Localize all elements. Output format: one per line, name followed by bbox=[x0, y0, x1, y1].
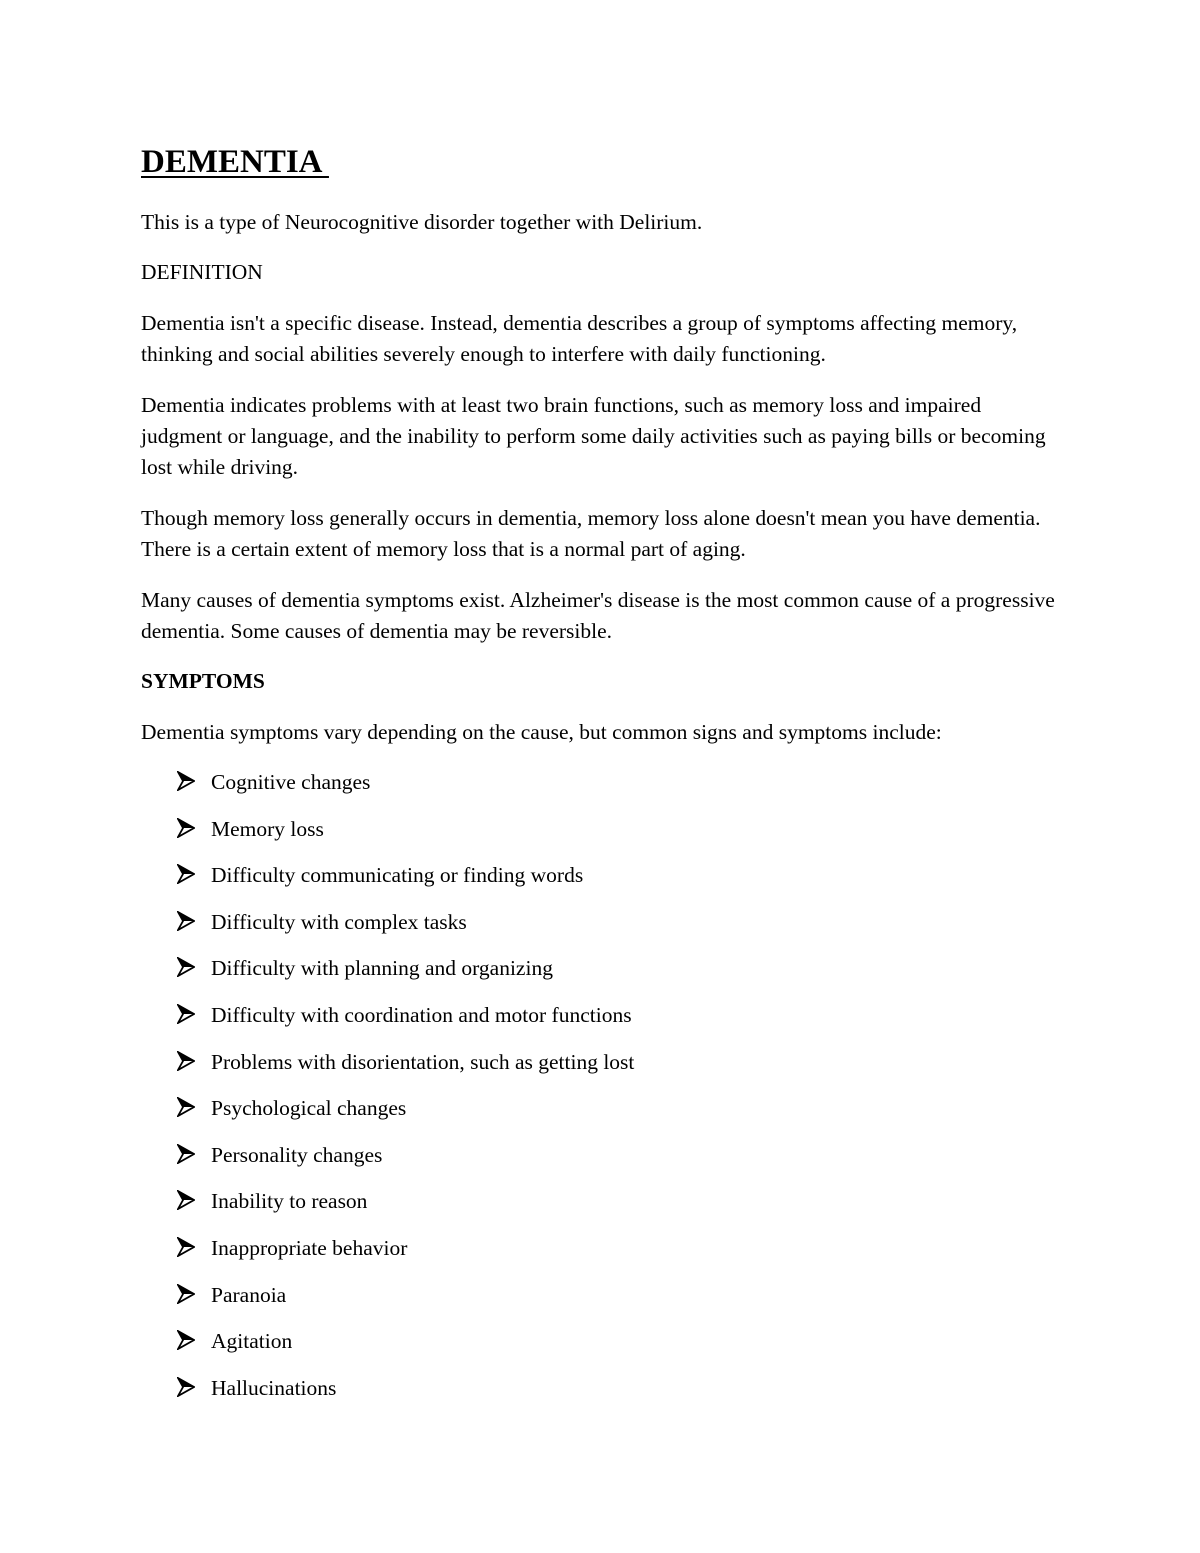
list-item-text: Difficulty communicating or finding words bbox=[211, 863, 584, 888]
arrowhead-bullet-icon bbox=[177, 1190, 195, 1210]
intro-text: This is a type of Neurocognitive disorder together with Delirium. bbox=[141, 210, 703, 234]
symptoms-heading: SYMPTOMS bbox=[141, 669, 265, 693]
list-item-text: Agitation bbox=[211, 1329, 293, 1354]
arrowhead-bullet-icon bbox=[177, 1284, 195, 1304]
list-item-text: Psychological changes bbox=[211, 1096, 407, 1121]
list-item-text: Inability to reason bbox=[211, 1189, 368, 1214]
paragraph-definition: Dementia isn't a specific disease. Instead, dementia describes a group of symptoms affecting memory, thinking and social abilities severely enough to interfere with daily functioning. bbox=[141, 311, 1018, 366]
paragraph-causes: Many causes of dementia symptoms exist. Alzheimer's disease is the most common cause of a progressive dementia. Some causes of dementia may be reversible. bbox=[141, 588, 1055, 643]
list-item-text: Hallucinations bbox=[211, 1375, 337, 1400]
arrowhead-bullet-icon bbox=[177, 1004, 195, 1024]
list-item-text: Personality changes bbox=[211, 1142, 383, 1167]
arrowhead-bullet-icon bbox=[177, 1097, 195, 1117]
list-item-text: Cognitive changes bbox=[211, 770, 371, 794]
list-item-text: Problems with disorientation, such as getting lost bbox=[211, 1049, 635, 1074]
list-item-text: Difficulty with complex tasks bbox=[211, 909, 467, 934]
arrowhead-bullet-icon bbox=[177, 1330, 195, 1350]
arrowhead-bullet-icon bbox=[177, 771, 195, 791]
arrowhead-bullet-icon bbox=[177, 1051, 195, 1071]
document-title: DEMENTIA bbox=[141, 144, 329, 180]
definition-heading: DEFINITION bbox=[141, 260, 263, 284]
list-item-text: Difficulty with coordination and motor functions bbox=[211, 1002, 632, 1027]
symptoms-intro: Dementia symptoms vary depending on the cause, but common signs and symptoms include: bbox=[141, 720, 942, 744]
arrowhead-bullet-icon bbox=[177, 911, 195, 931]
arrowhead-bullet-icon bbox=[177, 1377, 195, 1397]
arrowhead-bullet-icon bbox=[177, 1144, 195, 1164]
paragraph-brain-functions: Dementia indicates problems with at least two brain functions, such as memory loss and impaired judgment or language, and the inability to perform some daily activities such as paying bills or becoming lost while driving. bbox=[141, 393, 1046, 479]
list-item-text: Inappropriate behavior bbox=[211, 1235, 408, 1260]
arrowhead-bullet-icon bbox=[177, 864, 195, 884]
list-item-text: Difficulty with planning and organizing bbox=[211, 956, 553, 981]
arrowhead-bullet-icon bbox=[177, 818, 195, 838]
paragraph-memory-loss: Though memory loss generally occurs in dementia, memory loss alone doesn't mean you have dementia. There is a certain extent of memory loss that is a normal part of aging. bbox=[141, 506, 1041, 561]
list-item-text: Memory loss bbox=[211, 816, 324, 841]
list-item-text: Paranoia bbox=[211, 1282, 287, 1307]
arrowhead-bullet-icon bbox=[177, 957, 195, 977]
arrowhead-bullet-icon bbox=[177, 1237, 195, 1257]
